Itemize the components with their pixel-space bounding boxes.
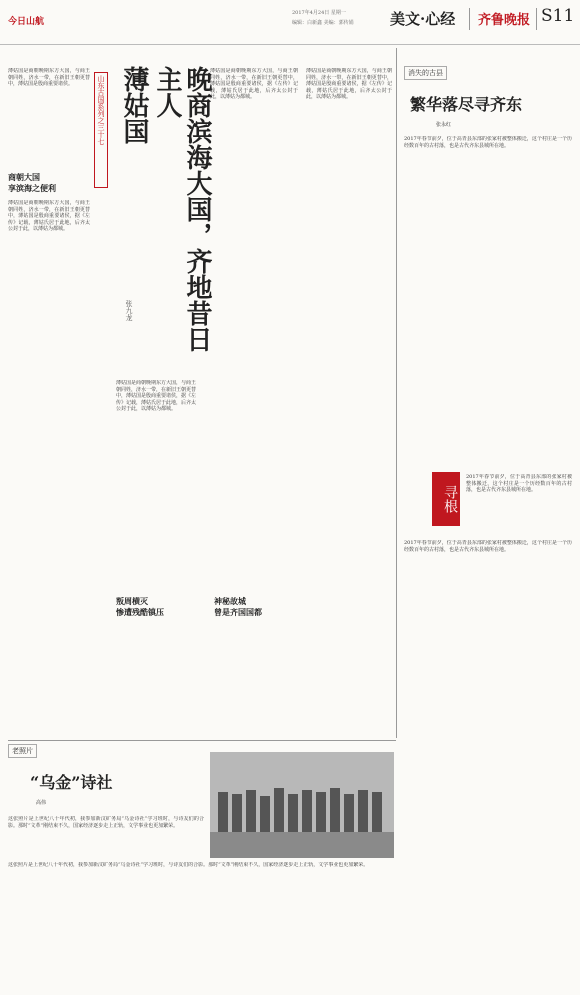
- right-section-author: 张永红: [436, 122, 452, 128]
- subhead-2: 叛周横灭 惨遭残酷镇压: [116, 596, 164, 617]
- body-col-2: 薄姑国是商朝晚期东方大国，与商王朝同姓，济水一带，在新旧王朝更替中，薄姑国是殷商重要诸侯，据《左传》记载，薄姑氏居于此地，后齐太公封于此，以薄姑为都城。: [116, 380, 196, 413]
- body-col-1: 薄姑国是商朝晚期东方大国，与商王朝同姓，济水一带，在新旧王朝更替中，薄姑国是殷商重要诸侯，据《左传》记载，薄姑氏居于此地，后齐太公封于此，以薄姑为都城。: [8, 200, 90, 233]
- photo-section-tag: 老照片: [8, 744, 37, 758]
- series-tag: 山东古国系列之三十七: [94, 72, 108, 188]
- subhead-3: 神秘故城 曾是齐国国都: [214, 596, 262, 617]
- right-section-tag: 消失的古县: [404, 66, 447, 80]
- xungen-stamp: 寻根: [432, 472, 460, 526]
- section-title: 美文·心经: [390, 10, 456, 28]
- header-divider: [469, 8, 470, 30]
- right-section-title: 繁华落尽寻齐东: [410, 95, 523, 114]
- main-headline-name: 薄姑国: [119, 66, 149, 144]
- header-editor: 编辑：白新鑫 美编：郭传娟: [292, 20, 354, 26]
- photo-text-1: 这张照片是上世纪八十年代初，我参加新汶矿务局“乌金诗社”学习班时，与诗友们的合影。那时“文革”刚结束不久，国家经济逐步走上正轨，文学事业也更加繁荣。: [8, 816, 204, 829]
- page-number: S11: [541, 6, 575, 26]
- subhead-1: 商朝大国 享滨海之便利: [8, 172, 56, 193]
- header-divider: [536, 8, 537, 30]
- main-headline: 晚商滨海大国，齐地昔日主人: [152, 66, 212, 352]
- photo-section-author: 高伟: [36, 800, 47, 806]
- photo-text-2: 这张照片是上世纪八十年代初，我参加新汶矿务局“乌金诗社”学习班时，与诗友们的合影。那时“文革”刚结束不久，国家经济逐步走上正轨，文学事业也更加繁荣。: [8, 862, 369, 868]
- main-author: 张九龙: [125, 300, 133, 321]
- photo-section-title: “乌金”诗社: [30, 773, 113, 792]
- right-body-3: 2017年春节前夕，位于高青县东部的张家村被整体搬迁，这个村庄是一个历经数百年的古村落，也是古代齐东县城所在地。: [404, 540, 572, 553]
- header-date: 2017年4月24日 星期一: [292, 10, 346, 16]
- right-body-2: 2017年春节前夕，位于高青县东部的张家村被整体搬迁，这个村庄是一个历经数百年的古村落，也是古代齐东县城所在地。: [466, 474, 572, 494]
- body-col-4: 薄姑国是商朝晚期东方大国，与商王朝同姓，济水一带，在新旧王朝更替中，薄姑国是殷商重要诸侯，据《左传》记载，薄姑氏居于此地，后齐太公封于此，以薄姑为都城。: [306, 68, 392, 101]
- group-photo: [210, 752, 394, 858]
- column-rule: [396, 48, 397, 738]
- body-col-3: 薄姑国是商朝晚期东方大国，与商王朝同姓，济水一带，在新旧王朝更替中，薄姑国是殷商重要诸侯，据《左传》记载，薄姑氏居于此地，后齐太公封于此，以薄姑为都城。: [210, 68, 298, 101]
- page-header: [0, 0, 580, 45]
- right-body-1: 2017年春节前夕，位于高青县东部的张家村被整体搬迁，这个村庄是一个历经数百年的古村落，也是古代齐东县城所在地。: [404, 136, 572, 149]
- header-left-label: 今日山航: [8, 17, 45, 27]
- newspaper-logo: 齐鲁晚报: [478, 13, 531, 28]
- intro-text: 薄姑国是商朝晚期东方大国，与商王朝同姓，济水一带，在新旧王朝更替中，薄姑国是殷商重要诸侯。: [8, 68, 90, 88]
- section-rule: [8, 740, 396, 741]
